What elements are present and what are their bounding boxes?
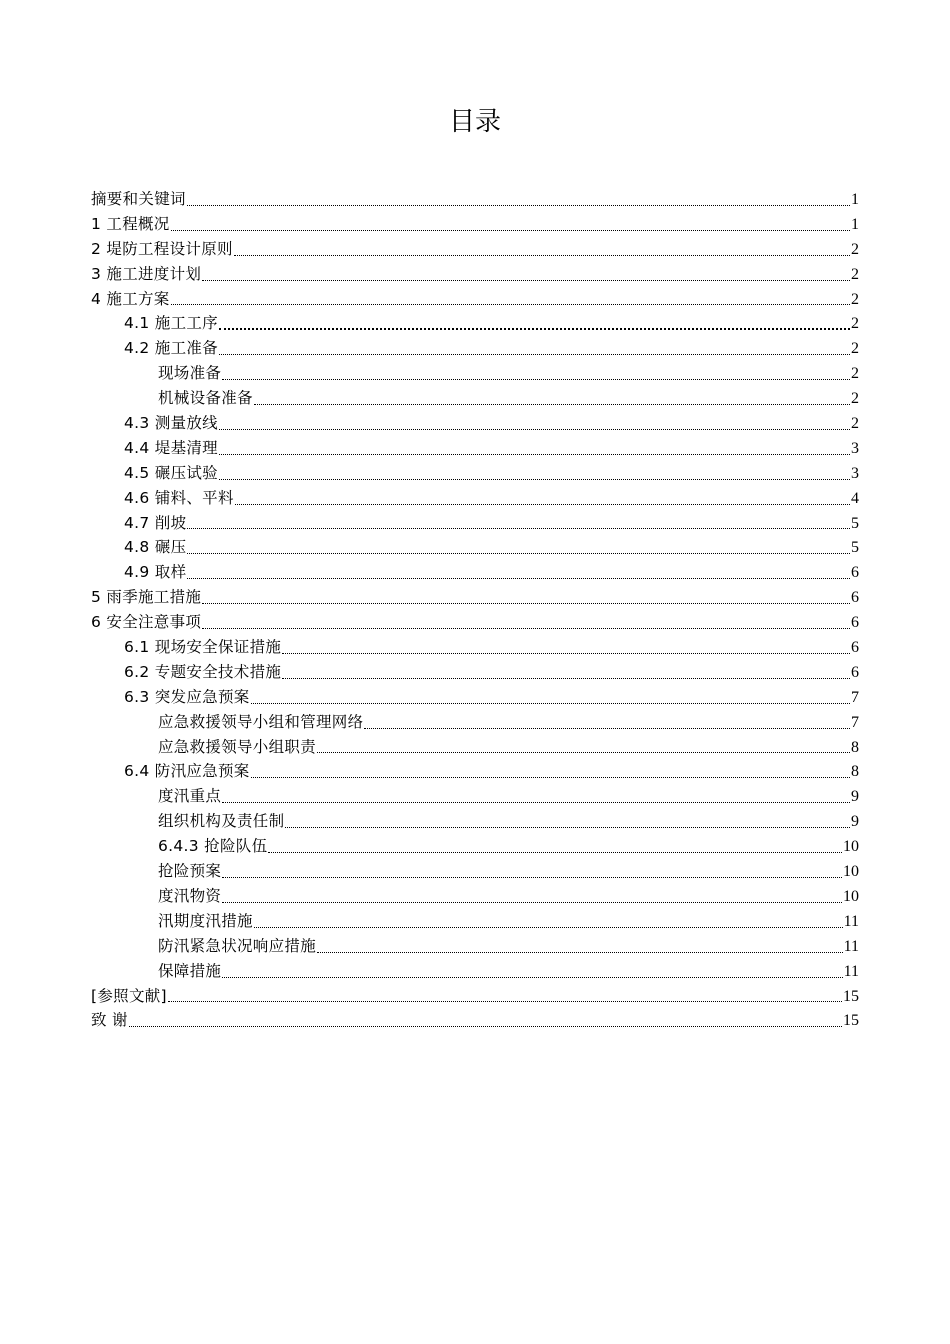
toc-leader-dots (282, 652, 850, 654)
toc-page-number: 8 (851, 763, 859, 781)
toc-page-number: 10 (843, 887, 859, 905)
toc-page-number: 6 (851, 639, 859, 657)
toc-leader-dots (222, 801, 850, 803)
toc-leader-dots (202, 627, 850, 629)
toc-page-number: 3 (851, 439, 859, 457)
toc-entry[interactable] (91, 187, 859, 212)
toc-leader-dots (222, 378, 850, 380)
toc-entry-text: 4.4 堤基清理 (124, 438, 218, 457)
toc-page-number: 2 (851, 415, 859, 433)
toc-entry-text: 保障措施 (158, 961, 222, 980)
toc-leader-dots (187, 204, 850, 206)
toc-page-number: 9 (851, 788, 859, 806)
toc-entry[interactable] (91, 262, 859, 287)
toc-entry[interactable] (91, 884, 859, 909)
toc-leader-dots (254, 926, 843, 928)
toc-entry[interactable] (91, 411, 859, 436)
toc-title: 目录 (448, 107, 501, 137)
toc-entry-text: 2 堤防工程设计原则 (91, 239, 233, 258)
toc-page-number: 2 (851, 390, 859, 408)
toc-entry-text: 度汛物资 (158, 886, 222, 905)
toc-leader-dots (219, 428, 850, 430)
toc-leader-dots (219, 453, 850, 455)
toc-leader-dots (171, 229, 850, 231)
toc-leader-dots (219, 478, 850, 480)
toc-entry-text: 机械设备准备 (158, 389, 253, 408)
toc-page-number: 6 (851, 614, 859, 632)
toc-page-number: 5 (851, 514, 859, 532)
toc-entry-text: 6.3 突发应急预案 (124, 687, 250, 706)
toc-entry-text: 4.9 取样 (124, 563, 187, 582)
toc-entry[interactable] (91, 610, 859, 635)
toc-entry[interactable] (91, 585, 859, 610)
toc-entry-text: 5 雨季施工措施 (91, 588, 202, 607)
toc-page-number: 1 (851, 215, 859, 233)
toc-entry[interactable] (91, 909, 859, 934)
toc-entry-text: 致 谢 (91, 1011, 128, 1030)
toc-entry-text: 4.7 削坡 (124, 513, 187, 532)
toc-entry-text: 6.4.3 抢险队伍 (158, 837, 268, 856)
toc-page-number: 4 (851, 489, 859, 507)
toc-entry-text: 4.6 铺料、平料 (124, 488, 234, 507)
toc-entry[interactable] (91, 660, 859, 685)
toc-leader-dots (251, 702, 850, 704)
toc-entry[interactable] (91, 784, 859, 809)
toc-entry[interactable] (91, 336, 859, 361)
toc-page-number: 7 (851, 688, 859, 706)
toc-leader-dots (222, 876, 842, 878)
toc-leader-dots (202, 602, 850, 604)
toc-entry[interactable] (91, 859, 859, 884)
toc-leader-dots (235, 503, 850, 505)
toc-entry[interactable] (91, 361, 859, 386)
toc-leader-dots (285, 826, 850, 828)
toc-entry[interactable] (91, 834, 859, 859)
toc-entry-text: 现场准备 (158, 364, 222, 383)
toc-entry-text: 1 工程概况 (91, 214, 170, 233)
toc-page-number: 2 (851, 240, 859, 258)
toc-page-number: 9 (851, 813, 859, 831)
toc-entry-text: 组织机构及责任制 (158, 812, 285, 831)
toc-entry-text: 6.2 专题安全技术措施 (124, 662, 282, 681)
toc-page-number: 6 (851, 564, 859, 582)
toc-entry-text: 抢险预案 (158, 862, 222, 881)
toc-entry-text: 应急救援领导小组职责 (158, 737, 317, 756)
toc-page-number: 15 (843, 1012, 859, 1030)
toc-page-number: 3 (851, 464, 859, 482)
toc-page-number: 10 (843, 838, 859, 856)
toc-entry[interactable] (91, 287, 859, 312)
toc-leader-dots (187, 527, 850, 529)
toc-page-number: 11 (843, 962, 859, 980)
toc-entry-text: 3 施工进度计划 (91, 264, 202, 283)
toc-entry[interactable] (91, 735, 859, 760)
toc-entry-text: 防汛紧急状况响应措施 (158, 936, 317, 955)
toc-entry[interactable] (91, 959, 859, 984)
toc-entry[interactable] (91, 984, 859, 1009)
toc-entry-text: 汛期度汛措施 (158, 911, 253, 930)
toc-page-number: 2 (851, 290, 859, 308)
toc-entry-text: 6 安全注意事项 (91, 613, 202, 632)
toc-entry-text: 4.1 施工工序 (124, 314, 218, 333)
toc-page-number: 11 (843, 937, 859, 955)
toc-leader-dots (222, 976, 842, 978)
toc-entry[interactable] (91, 237, 859, 262)
toc-entry[interactable] (91, 461, 859, 486)
toc-entry-text: 4.8 碾压 (124, 538, 187, 557)
toc-page-number: 6 (851, 663, 859, 681)
toc-entry[interactable] (91, 386, 859, 411)
toc-entry[interactable] (91, 934, 859, 959)
toc-leader-dots (168, 1000, 842, 1002)
toc-entry-text: [参照文献] (91, 986, 167, 1005)
toc-entry-text: 6.1 现场安全保证措施 (124, 638, 282, 657)
toc-entry[interactable] (91, 486, 859, 511)
toc-entry-text: 4.3 测量放线 (124, 414, 218, 433)
toc-entry[interactable] (91, 635, 859, 660)
toc-entry-text: 应急救援领导小组和管理网络 (158, 712, 364, 731)
toc-page-number: 2 (851, 265, 859, 283)
toc-entry[interactable] (91, 1008, 859, 1033)
toc-entry[interactable] (91, 809, 859, 834)
toc-leader-dots (222, 901, 842, 903)
toc-leader-dots (254, 403, 850, 405)
toc-entry-text: 摘要和关键词 (91, 190, 186, 208)
toc-entry-text: 4.2 施工准备 (124, 339, 218, 358)
toc-entry-text: 度汛重点 (158, 787, 222, 806)
toc-leader-dots (268, 851, 842, 853)
toc-leader-dots (317, 751, 850, 753)
toc-page-number: 10 (843, 863, 859, 881)
toc-leader-dots (129, 1025, 842, 1027)
toc-leader-dots (187, 577, 850, 579)
toc-entry[interactable] (91, 560, 859, 585)
toc-page-number: 15 (843, 987, 859, 1005)
toc-page-number: 11 (843, 912, 859, 930)
toc-entry-text: 6.4 防汛应急预案 (124, 762, 250, 781)
toc-entry-text: 4 施工方案 (91, 289, 170, 308)
toc-leader-dots (187, 552, 850, 554)
toc-page-number: 1 (851, 191, 859, 208)
toc-leader-dots (282, 677, 850, 679)
toc-list (91, 187, 859, 1033)
toc-page-number: 5 (851, 539, 859, 557)
toc-leader-dots (219, 353, 850, 355)
toc-leader-dots (202, 279, 850, 281)
toc-leader-dots (317, 951, 843, 953)
toc-entry[interactable] (91, 311, 859, 336)
toc-entry-text: 4.5 碾压试验 (124, 463, 218, 482)
toc-leader-dots (234, 254, 850, 256)
toc-page-number: 2 (851, 315, 859, 333)
toc-leader-dots (171, 303, 850, 305)
toc-entry[interactable] (91, 710, 859, 735)
toc-entry[interactable] (91, 212, 859, 237)
toc-entry[interactable] (91, 759, 859, 784)
toc-page-number: 2 (851, 365, 859, 383)
toc-page-number: 2 (851, 340, 859, 358)
toc-entry[interactable] (91, 685, 859, 710)
toc-entry[interactable] (91, 511, 859, 536)
toc-leader-dots (219, 327, 850, 330)
toc-leader-dots (251, 776, 850, 778)
toc-page-number: 8 (851, 738, 859, 756)
toc-page-number: 6 (851, 589, 859, 607)
toc-entry[interactable] (91, 535, 859, 560)
toc-entry[interactable] (91, 436, 859, 461)
toc-leader-dots (364, 727, 850, 729)
toc-page-number: 7 (851, 713, 859, 731)
